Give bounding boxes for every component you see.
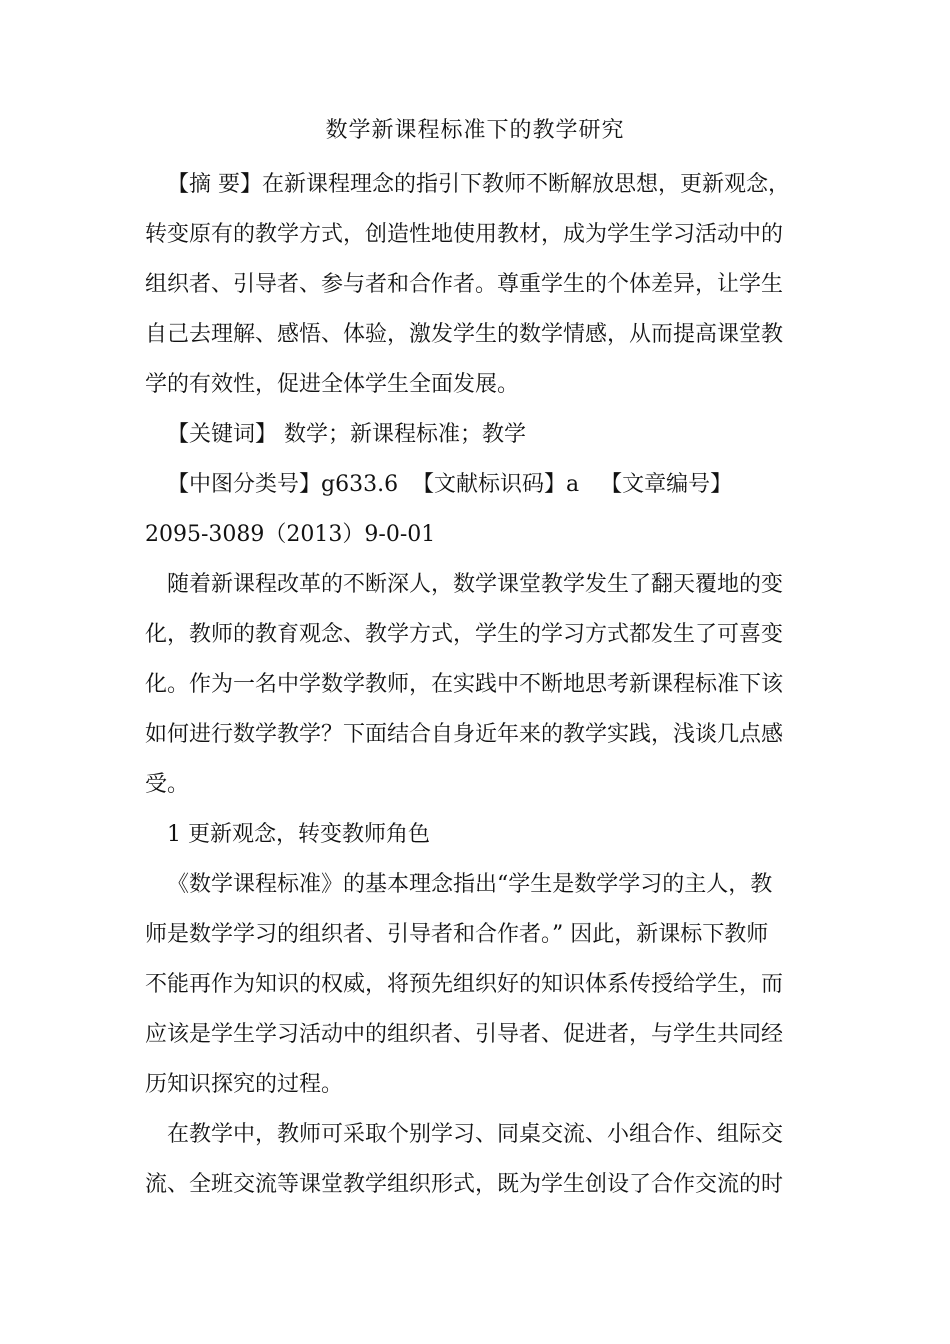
abstract-line: 自己去理解、感悟、体验，激发学生的数学情感，从而提高课堂教 xyxy=(145,322,784,347)
article-number: 2095-3089（2013）9-0-01 xyxy=(145,522,436,547)
section-1-line: 历知识探究的过程。 xyxy=(145,1072,344,1097)
intro-paragraph xyxy=(145,560,800,810)
section-1-paragraph-1 xyxy=(145,860,800,1110)
abstract-line: 【摘 要】在新课程理念的指引下教师不断解放思想，更新观念， xyxy=(167,172,790,197)
classification xyxy=(145,460,800,560)
intro-line: 化。作为一名中学数学教师，在实践中不断地思考新课程标准下该 xyxy=(145,672,784,697)
intro-line: 如何进行数学教学？下面结合自身近年来的教学实践，浅谈几点感 xyxy=(145,722,784,747)
section-1-paragraph-2 xyxy=(145,1110,800,1210)
abstract-line: 转变原有的教学方式，创造性地使用教材，成为学生学习活动中的 xyxy=(145,222,784,247)
document-title: 数学新课程标准下的教学研究 xyxy=(325,118,625,143)
section-1-line: 流、全班交流等课堂教学组织形式，既为学生创设了合作交流的时 xyxy=(145,1172,784,1197)
section-1-heading: 1 更新观念，转变教师角色 xyxy=(167,822,430,847)
intro-line: 化，教师的教育观念、教学方式，学生的学习方式都发生了可喜变 xyxy=(145,622,784,647)
section-1-line: 在教学中，教师可采取个别学习、同桌交流、小组合作、组际交 xyxy=(167,1122,784,1147)
intro-line: 受。 xyxy=(145,772,190,797)
abstract-line: 学的有效性，促进全体学生全面发展。 xyxy=(145,372,520,397)
section-1-line: 《数学课程标准》的基本理念指出“学生是数学学习的主人，教 xyxy=(167,872,773,897)
intro-line: 随着新课程改革的不断深人，数学课堂教学发生了翻天覆地的变 xyxy=(167,572,784,597)
section-1-line: 师是数学学习的组织者、引导者和合作者。” 因此，新课标下教师 xyxy=(145,922,769,947)
abstract-line: 组织者、引导者、参与者和合作者。尊重学生的个体差异，让学生 xyxy=(145,272,784,297)
keywords-line: 【关键词】 数学；新课程标准；教学 xyxy=(167,422,526,447)
abstract-paragraph xyxy=(145,160,800,410)
section-1-line: 不能再作为知识的权威，将预先组织好的知识体系传授给学生，而 xyxy=(145,972,784,997)
keywords xyxy=(145,410,800,460)
classification-line: 【中图分类号】g633.6 【文献标识码】a 【文章编号】 xyxy=(167,472,733,497)
section-1-line: 应该是学生学习活动中的组织者、引导者、促进者，与学生共同经 xyxy=(145,1022,784,1047)
section-heading xyxy=(145,810,800,860)
